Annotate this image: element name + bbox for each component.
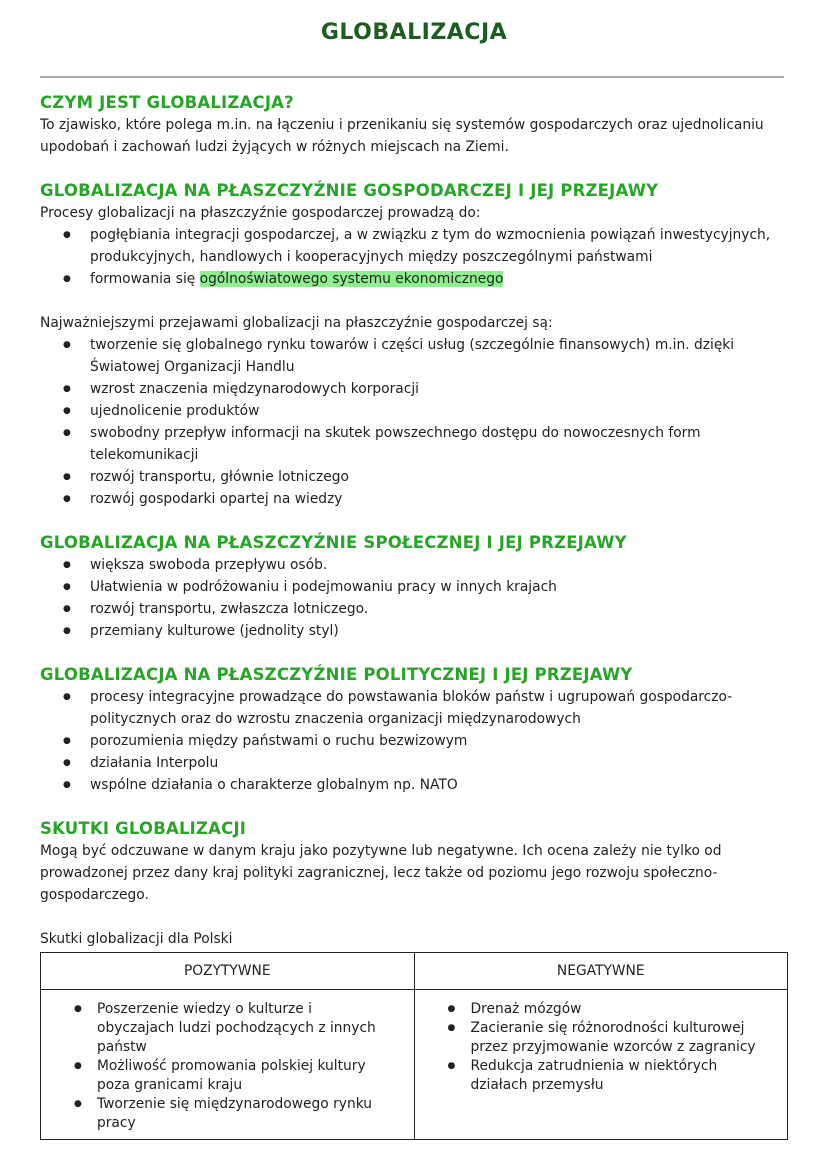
list-item: ● Ułatwienia w podróżowaniu i podejmowaniu pracy w innych krajach	[40, 576, 790, 598]
column-header-positive: POZYTYWNE	[41, 953, 415, 990]
section-text: To zjawisko, które polega m.in. na łączeniu i przenikaniu się systemów gospodarczych oraz ujednolicaniu upodobań i zachowań ludzi żyjących w różnych miejscach na Ziemi.	[40, 117, 764, 155]
bullet-list	[415, 1000, 788, 1095]
list-item: ● rozwój gospodarki opartej na wiedzy	[40, 488, 790, 510]
list-item: ● pogłębiania integracji gospodarczej, a w związku z tym do wzmocnienia powiązań inwestycyjnych, produkcyjnych, handlowych i kooperacyjnych między poszczególnymi państwami	[40, 224, 790, 268]
section-heading: SKUTKI GLOBALIZACJI	[40, 819, 247, 838]
section-intro: Procesy globalizacji na płaszczyźnie gospodarczej prowadzą do:	[40, 205, 481, 221]
positive-cell	[41, 990, 415, 1140]
section-heading: GLOBALIZACJA NA PŁASZCZYŹNIE GOSPODARCZEJ I JEJ PRZEJAWY	[40, 181, 659, 200]
table-row	[41, 990, 788, 1140]
section-heading: GLOBALIZACJA NA PŁASZCZYŹNIE SPOŁECZNEJ I JEJ PRZEJAWY	[40, 533, 627, 552]
highlighted-text: ogólnoświatowego systemu ekonomicznego	[199, 271, 504, 287]
section-intro: Najważniejszymi przejawami globalizacji na płaszczyźnie gospodarczej są:	[40, 315, 553, 331]
bullet-list	[40, 554, 790, 642]
list-item: ● Drenaż mózgów	[415, 1000, 768, 1019]
effects-table	[40, 952, 788, 1140]
section-social	[40, 532, 790, 642]
list-item: ● procesy integracyjne prowadzące do powstawania bloków państw i ugrupowań gospodarczo-politycznych oraz do wzrostu znaczenia organizacji międzynarodowych	[40, 686, 790, 730]
list-item-text: formowania się	[90, 271, 200, 287]
bullet-list	[40, 224, 790, 290]
section-heading: GLOBALIZACJA NA PŁASZCZYŹNIE POLITYCZNEJ I JEJ PRZEJAWY	[40, 665, 633, 684]
table-caption: Skutki globalizacji dla Polski	[40, 931, 233, 947]
list-item: ● Poszerzenie wiedzy o kulturze i obyczajach ludzi pochodzących z innych państw	[41, 1000, 394, 1057]
list-item: ● tworzenie się globalnego rynku towarów i części usług (szczególnie finansowych) m.in. dzięki Światowej Organizacji Handlu	[40, 334, 790, 378]
table-header-row	[41, 953, 788, 990]
section-what-is	[40, 92, 790, 158]
bullet-list	[40, 334, 790, 510]
section-political	[40, 664, 790, 796]
section-text: Mogą być odczuwane w danym kraju jako pozytywne lub negatywne. Ich ocena zależy nie tylko od prowadzonej przez dany kraj polityki zagranicznej, lecz także od poziomu jego rozwoju społeczno-gospodarczego.	[40, 843, 722, 903]
negative-cell	[414, 990, 788, 1140]
section-economic	[40, 180, 790, 510]
document-body	[40, 92, 790, 1140]
list-item: ● wspólne działania o charakterze globalnym np. NATO	[40, 774, 790, 796]
page-title: GLOBALIZACJA	[320, 20, 508, 45]
section-heading: CZYM JEST GLOBALIZACJA?	[40, 93, 294, 112]
list-item: ● Zacieranie się różnorodności kulturowej przez przyjmowanie wzorców z zagranicy	[415, 1019, 768, 1057]
list-item: ● ujednolicenie produktów	[40, 400, 790, 422]
list-item: ● większa swoboda przepływu osób.	[40, 554, 790, 576]
list-item: ● Tworzenie się międzynarodowego rynku pracy	[41, 1095, 394, 1133]
column-header-negative: NEGATYWNE	[414, 953, 788, 990]
list-item: ● Redukcja zatrudnienia w niektórych działach przemysłu	[415, 1057, 768, 1095]
section-effects	[40, 818, 790, 1140]
bullet-list	[41, 1000, 414, 1133]
list-item: ● przemiany kulturowe (jednolity styl)	[40, 620, 790, 642]
list-item: ● wzrost znaczenia międzynarodowych korporacji	[40, 378, 790, 400]
list-item: ● rozwój transportu, głównie lotniczego	[40, 466, 790, 488]
list-item	[40, 268, 790, 290]
list-item: ● rozwój transportu, zwłaszcza lotniczego.	[40, 598, 790, 620]
list-item: ● swobodny przepływ informacji na skutek powszechnego dostępu do nowoczesnych form telekomunikacji	[40, 422, 790, 466]
list-item: ● działania Interpolu	[40, 752, 790, 774]
title-divider	[40, 76, 784, 78]
list-item: ● Możliwość promowania polskiej kultury poza granicami kraju	[41, 1057, 394, 1095]
bullet-list	[40, 686, 790, 796]
list-item: ● porozumienia między państwami o ruchu bezwizowym	[40, 730, 790, 752]
